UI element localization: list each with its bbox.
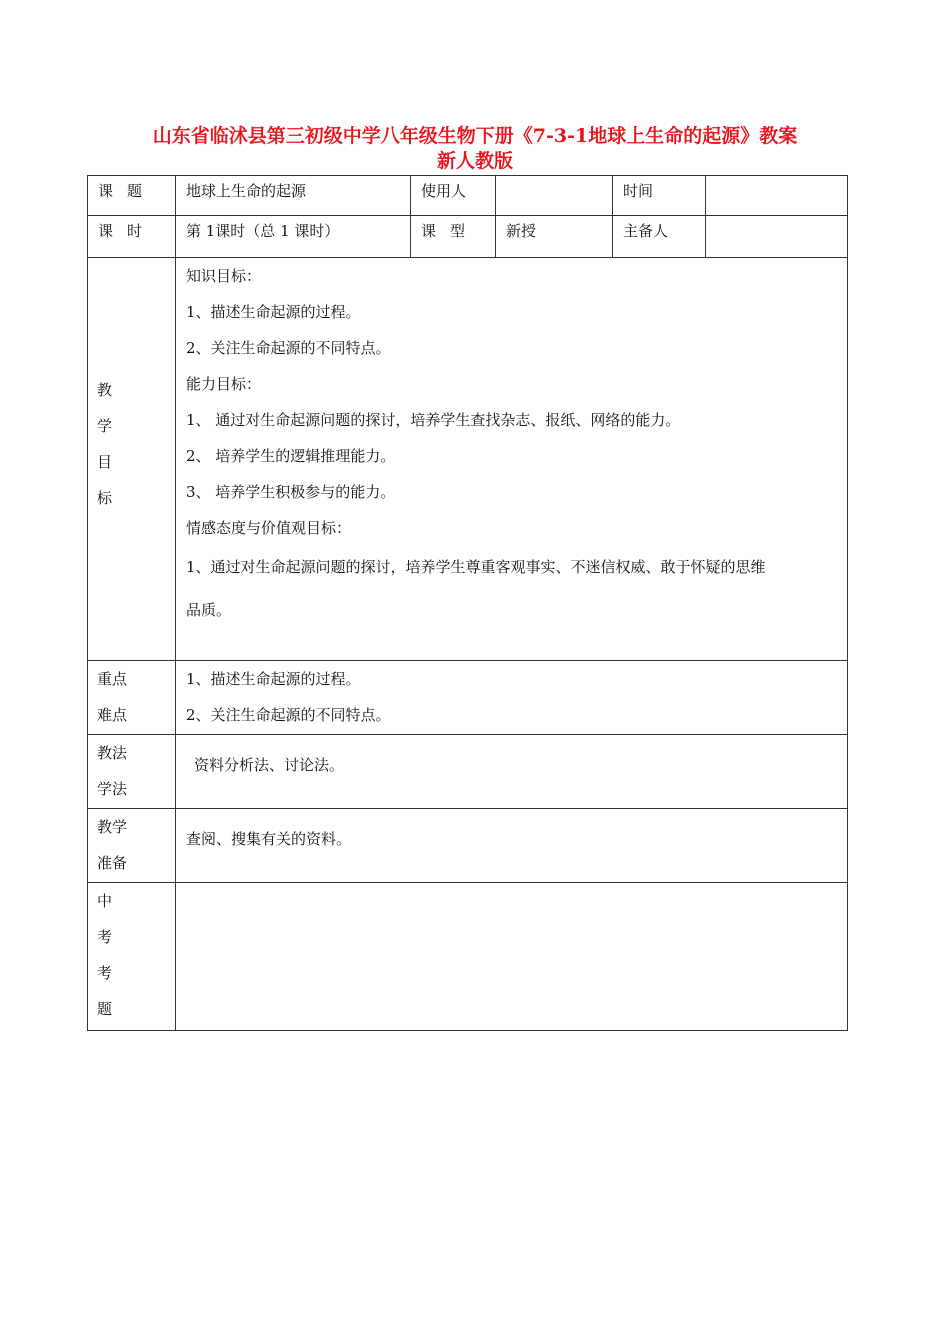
period-value: 第 1课时（总 1 课时）: [186, 222, 340, 240]
objective-line: 1、描述生命起源的过程。: [186, 303, 361, 321]
lesson-type-label: 课型: [421, 222, 480, 240]
preparation-label: 教学 准备: [97, 818, 128, 872]
objective-line: 知识目标：: [186, 267, 262, 285]
title-line-2: 新人教版: [436, 150, 513, 172]
objective-line: 2、 培养学生的逻辑推理能力。: [186, 447, 396, 465]
key-point-line: 1、描述生命起源的过程。: [186, 670, 361, 688]
row-preparation: [88, 809, 848, 883]
objective-line: 情感态度与价值观目标：: [186, 519, 352, 537]
objective-line: 品质。: [186, 601, 232, 619]
preparer-label: 主备人: [623, 222, 669, 240]
user-value: [496, 176, 612, 181]
objective-line: 3、 培养学生积极参与的能力。: [186, 483, 396, 501]
methods-label: 教法 学法: [97, 744, 128, 798]
topic-value: 地球上生命的起源: [186, 182, 307, 200]
methods-value: 资料分析法、讨论法。: [194, 755, 345, 774]
exam-label: 中 考 考 题: [97, 892, 113, 1018]
document-title: [60, 124, 890, 174]
period-label: 课时: [98, 222, 157, 240]
time-value: [706, 176, 847, 181]
objectives-label: 教 学 目 标: [97, 381, 113, 507]
key-point-line: 2、关注生命起源的不同特点。: [186, 706, 391, 724]
objective-line: 能力目标：: [186, 375, 262, 393]
time-label: 时间: [623, 182, 654, 200]
key-points-content: [176, 661, 847, 733]
row-period: [88, 216, 848, 258]
row-methods: [88, 735, 848, 809]
user-label: 使用人: [421, 182, 467, 200]
objective-line: 2、关注生命起源的不同特点。: [186, 339, 391, 357]
row-topic: [88, 176, 848, 216]
key-points-label: 重点 难点: [97, 670, 128, 724]
preparer-value: [706, 216, 847, 221]
preparation-value: 查阅、搜集有关的资料。: [186, 829, 352, 848]
objective-line: 1、 通过对生命起源问题的探讨，培养学生查找杂志、报纸、网络的能力。: [186, 411, 681, 429]
row-exam: [88, 883, 848, 1031]
exam-content: [176, 883, 847, 888]
row-key-points: [88, 661, 848, 735]
lesson-plan-table: [87, 175, 848, 1031]
row-objectives: [88, 258, 848, 661]
topic-label: 课题: [98, 182, 157, 200]
title-line-1: 山东省临沭县第三初级中学八年级生物下册《7-3-1地球上生命的起源》教案: [152, 125, 798, 147]
objectives-content: [176, 258, 847, 632]
lesson-type-value: 新授: [506, 222, 537, 240]
objective-line: 1、通过对生命起源问题的探讨，培养学生尊重客观事实、不迷信权威、敢于怀疑的思维: [186, 558, 766, 576]
